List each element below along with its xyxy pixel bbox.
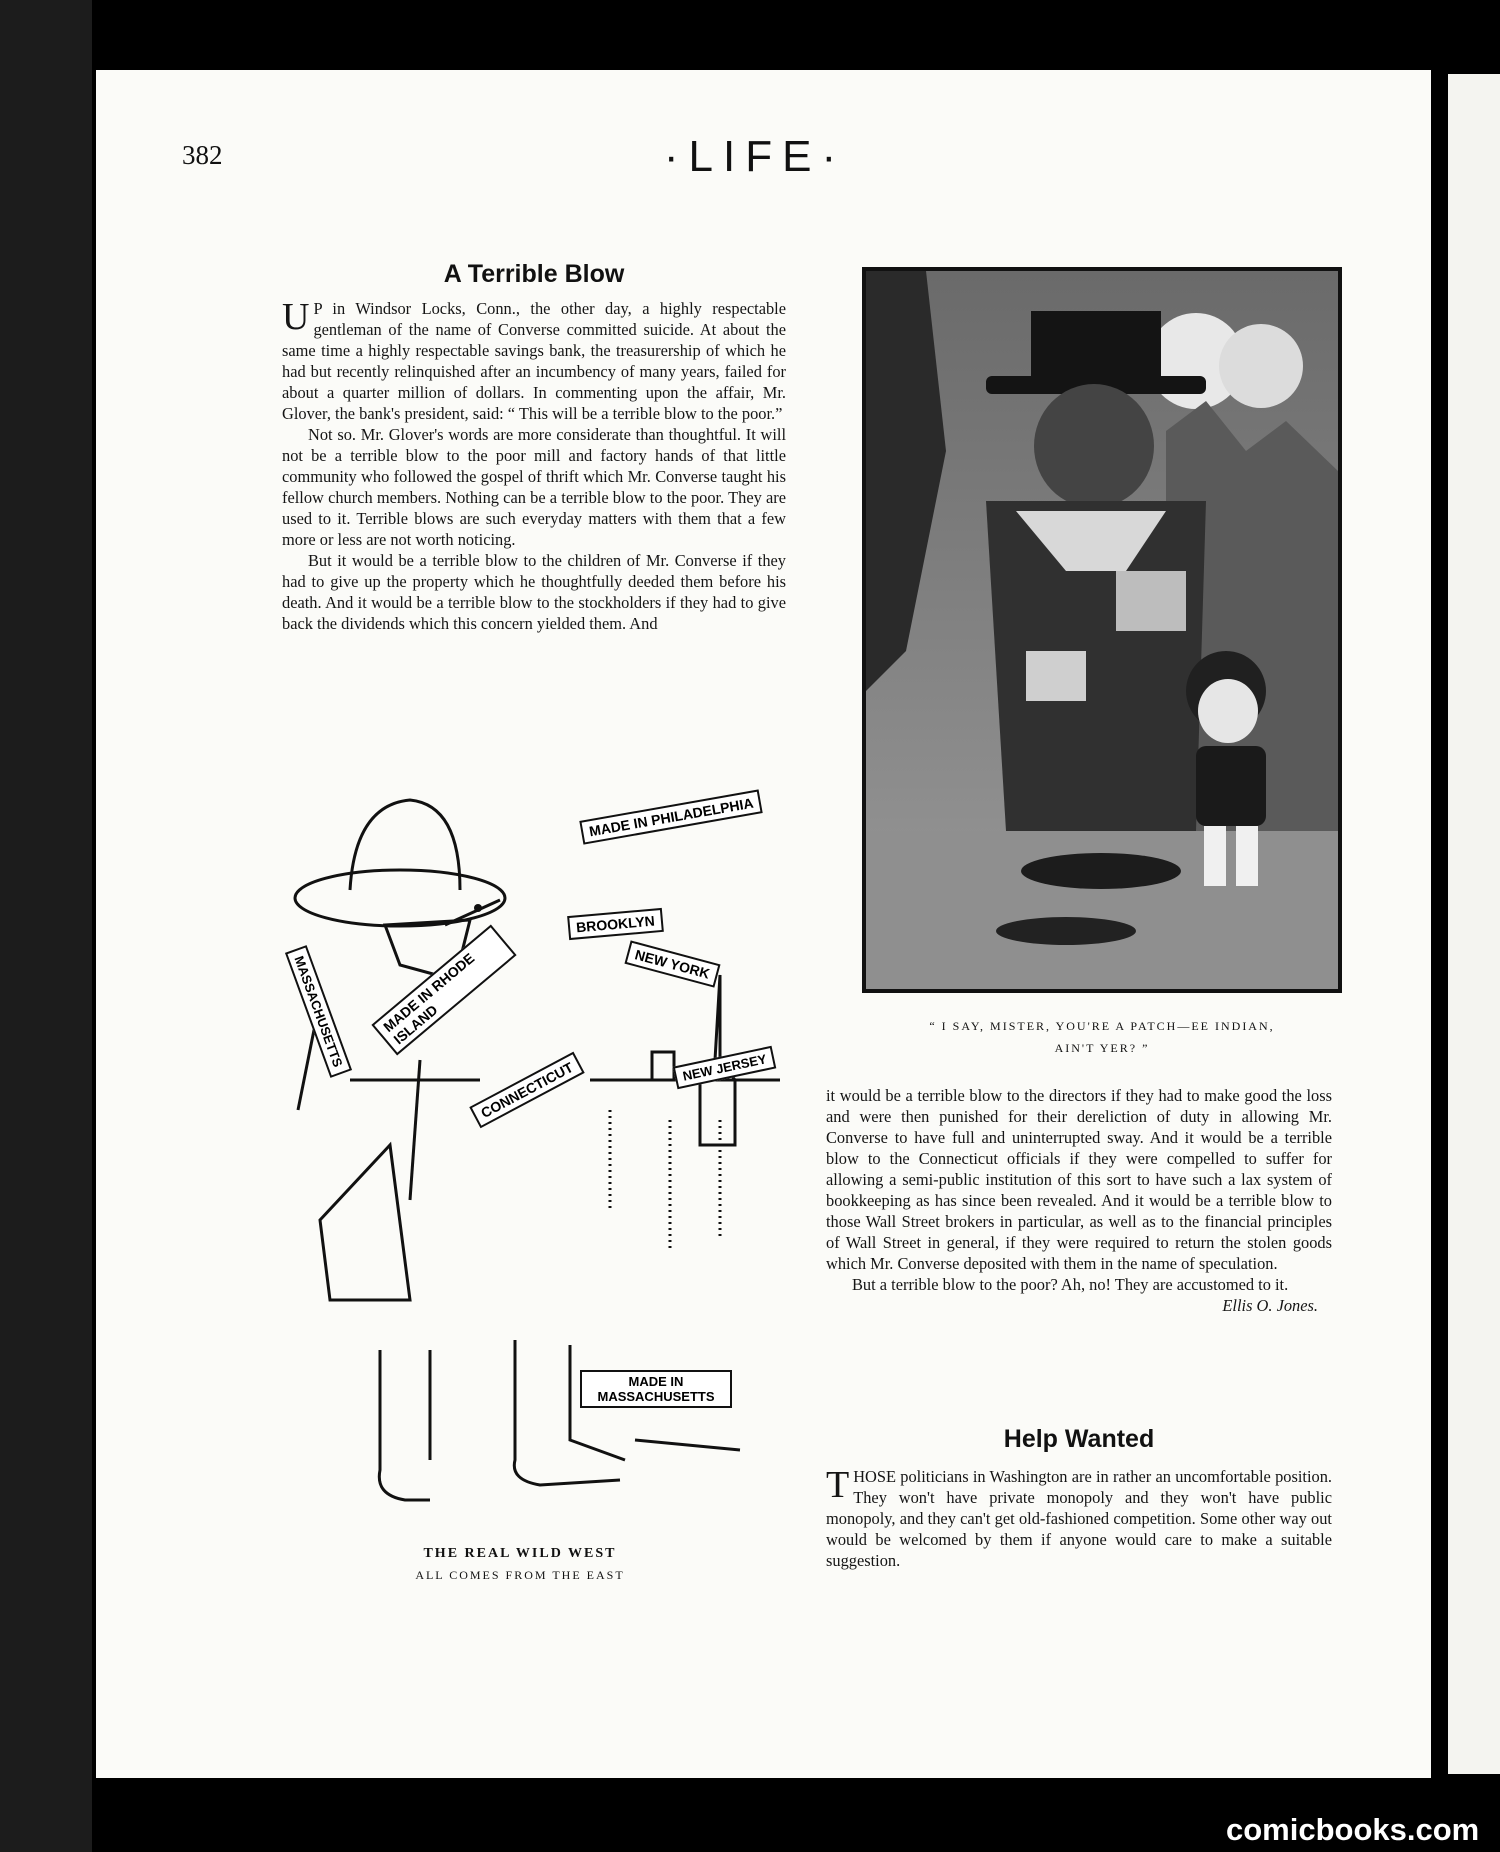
help-wanted-body: [826, 1466, 1332, 1571]
label-new-york: NEW YORK: [624, 940, 720, 987]
dropcap: T: [826, 1464, 850, 1506]
article-body-column-right: [826, 1085, 1332, 1316]
article-paragraph: U P in Windsor Locks, Conn., the other day, a highly respectable gentleman of the name of Converse committed suicide. At about the same time a highly respectable savings bank, the treasurership of which he had but recently relinquished after an incumbency of many years, failed for about a quarter million of dollars. In commenting upon the affair, Mr. Glover, the bank's president, said: “ This will be a terrible blow to the poor.”: [282, 296, 786, 423]
label-made-in-philadelphia: MADE IN PHILADELPHIA: [579, 789, 763, 844]
label-connecticut: CONNECTICUT: [469, 1052, 584, 1129]
article-body-column-left: [282, 298, 786, 634]
article-paragraph: THOSE politicians in Washington are in rather an uncomfortable position. They won't have private monopoly and they won't have public monopoly, and they can't get old-fashioned competition. Some other way out would be welcomed by them if anyone would care to make a suitable suggestion.: [826, 1464, 1332, 1570]
cartoon-caption-title: THE REAL WILD WEST: [423, 1546, 617, 1561]
article-title-help-wanted: Help Wanted: [1003, 1425, 1155, 1453]
label-brooklyn: BROOKLYN: [567, 908, 664, 940]
watermark: comicbooks.com: [1226, 1812, 1480, 1847]
next-page-edge: [1448, 74, 1500, 1774]
masthead: ·LIFE·: [663, 132, 847, 181]
page-number: 382: [182, 140, 223, 170]
dropcap: U: [282, 296, 310, 338]
article-paragraph: it would be a terrible blow to the directors if they had to make good the loss and were then punished for their dereliction of duty in allowing Mr. Converse to have full and uninterrupted sway. And it would be a terrible blow to the Connecticut officials if they were compelled to suffer for allowing a semi-public institution of this sort to have such a lax system of bookkeeping as has since been revealed. And it would be a terrible blow to those Wall Street brokers in particular, as well as to the financial principles of Wall Street in general, if they were required to return the stolen goods which Mr. Converse deposited with them in the name of speculation.: [826, 1086, 1332, 1273]
scan-edge: [0, 0, 92, 1852]
wild-west-cartoon: [280, 780, 780, 1540]
label-made-in-massachusetts: MADE IN MASSACHUSETTS: [580, 1370, 732, 1408]
caption-line: AIN'T YER? ”: [1054, 1041, 1150, 1055]
article-paragraph: Not so. Mr. Glover's words are more considerate than thoughtful. It will not be a terrible blow to the poor mill and factory hands of that little community who followed the gospel of thrift which Mr. Converse taught his fellow church members. Nothing can be a terrible blow to the poor. They are used to it. Terrible blows are such everyday matters with them that a few more or less are not worth noticing.: [282, 425, 786, 549]
article-paragraph: But it would be a terrible blow to the children of Mr. Converse if they had to give up the property which he thoughtfully deeded them before his death. And it would be a terrible blow to the stockholders if they had to give back the dividends which this concern yielded them. And: [282, 551, 786, 633]
cartoon-caption-subtitle: ALL COMES FROM THE EAST: [415, 1568, 625, 1582]
author-signature: Ellis O. Jones.: [1222, 1296, 1318, 1315]
label-massachusetts: MASSACHUSETTS: [285, 945, 352, 1078]
article-title-terrible-blow: A Terrible Blow: [443, 260, 625, 288]
patch-indian-illustration: [862, 267, 1342, 993]
caption-line: “ I SAY, MISTER, YOU'RE A PATCH—EE INDIAN,: [929, 1019, 1275, 1033]
label-made-in-rhode-island: MADE IN RHODE ISLAND: [371, 925, 516, 1056]
label-new-jersey: NEW JERSEY: [673, 1046, 777, 1090]
article-paragraph: But a terrible blow to the poor? Ah, no! They are accustomed to it. Ellis O. Jones.: [852, 1275, 1318, 1315]
illustration-caption: [862, 1015, 1342, 1059]
